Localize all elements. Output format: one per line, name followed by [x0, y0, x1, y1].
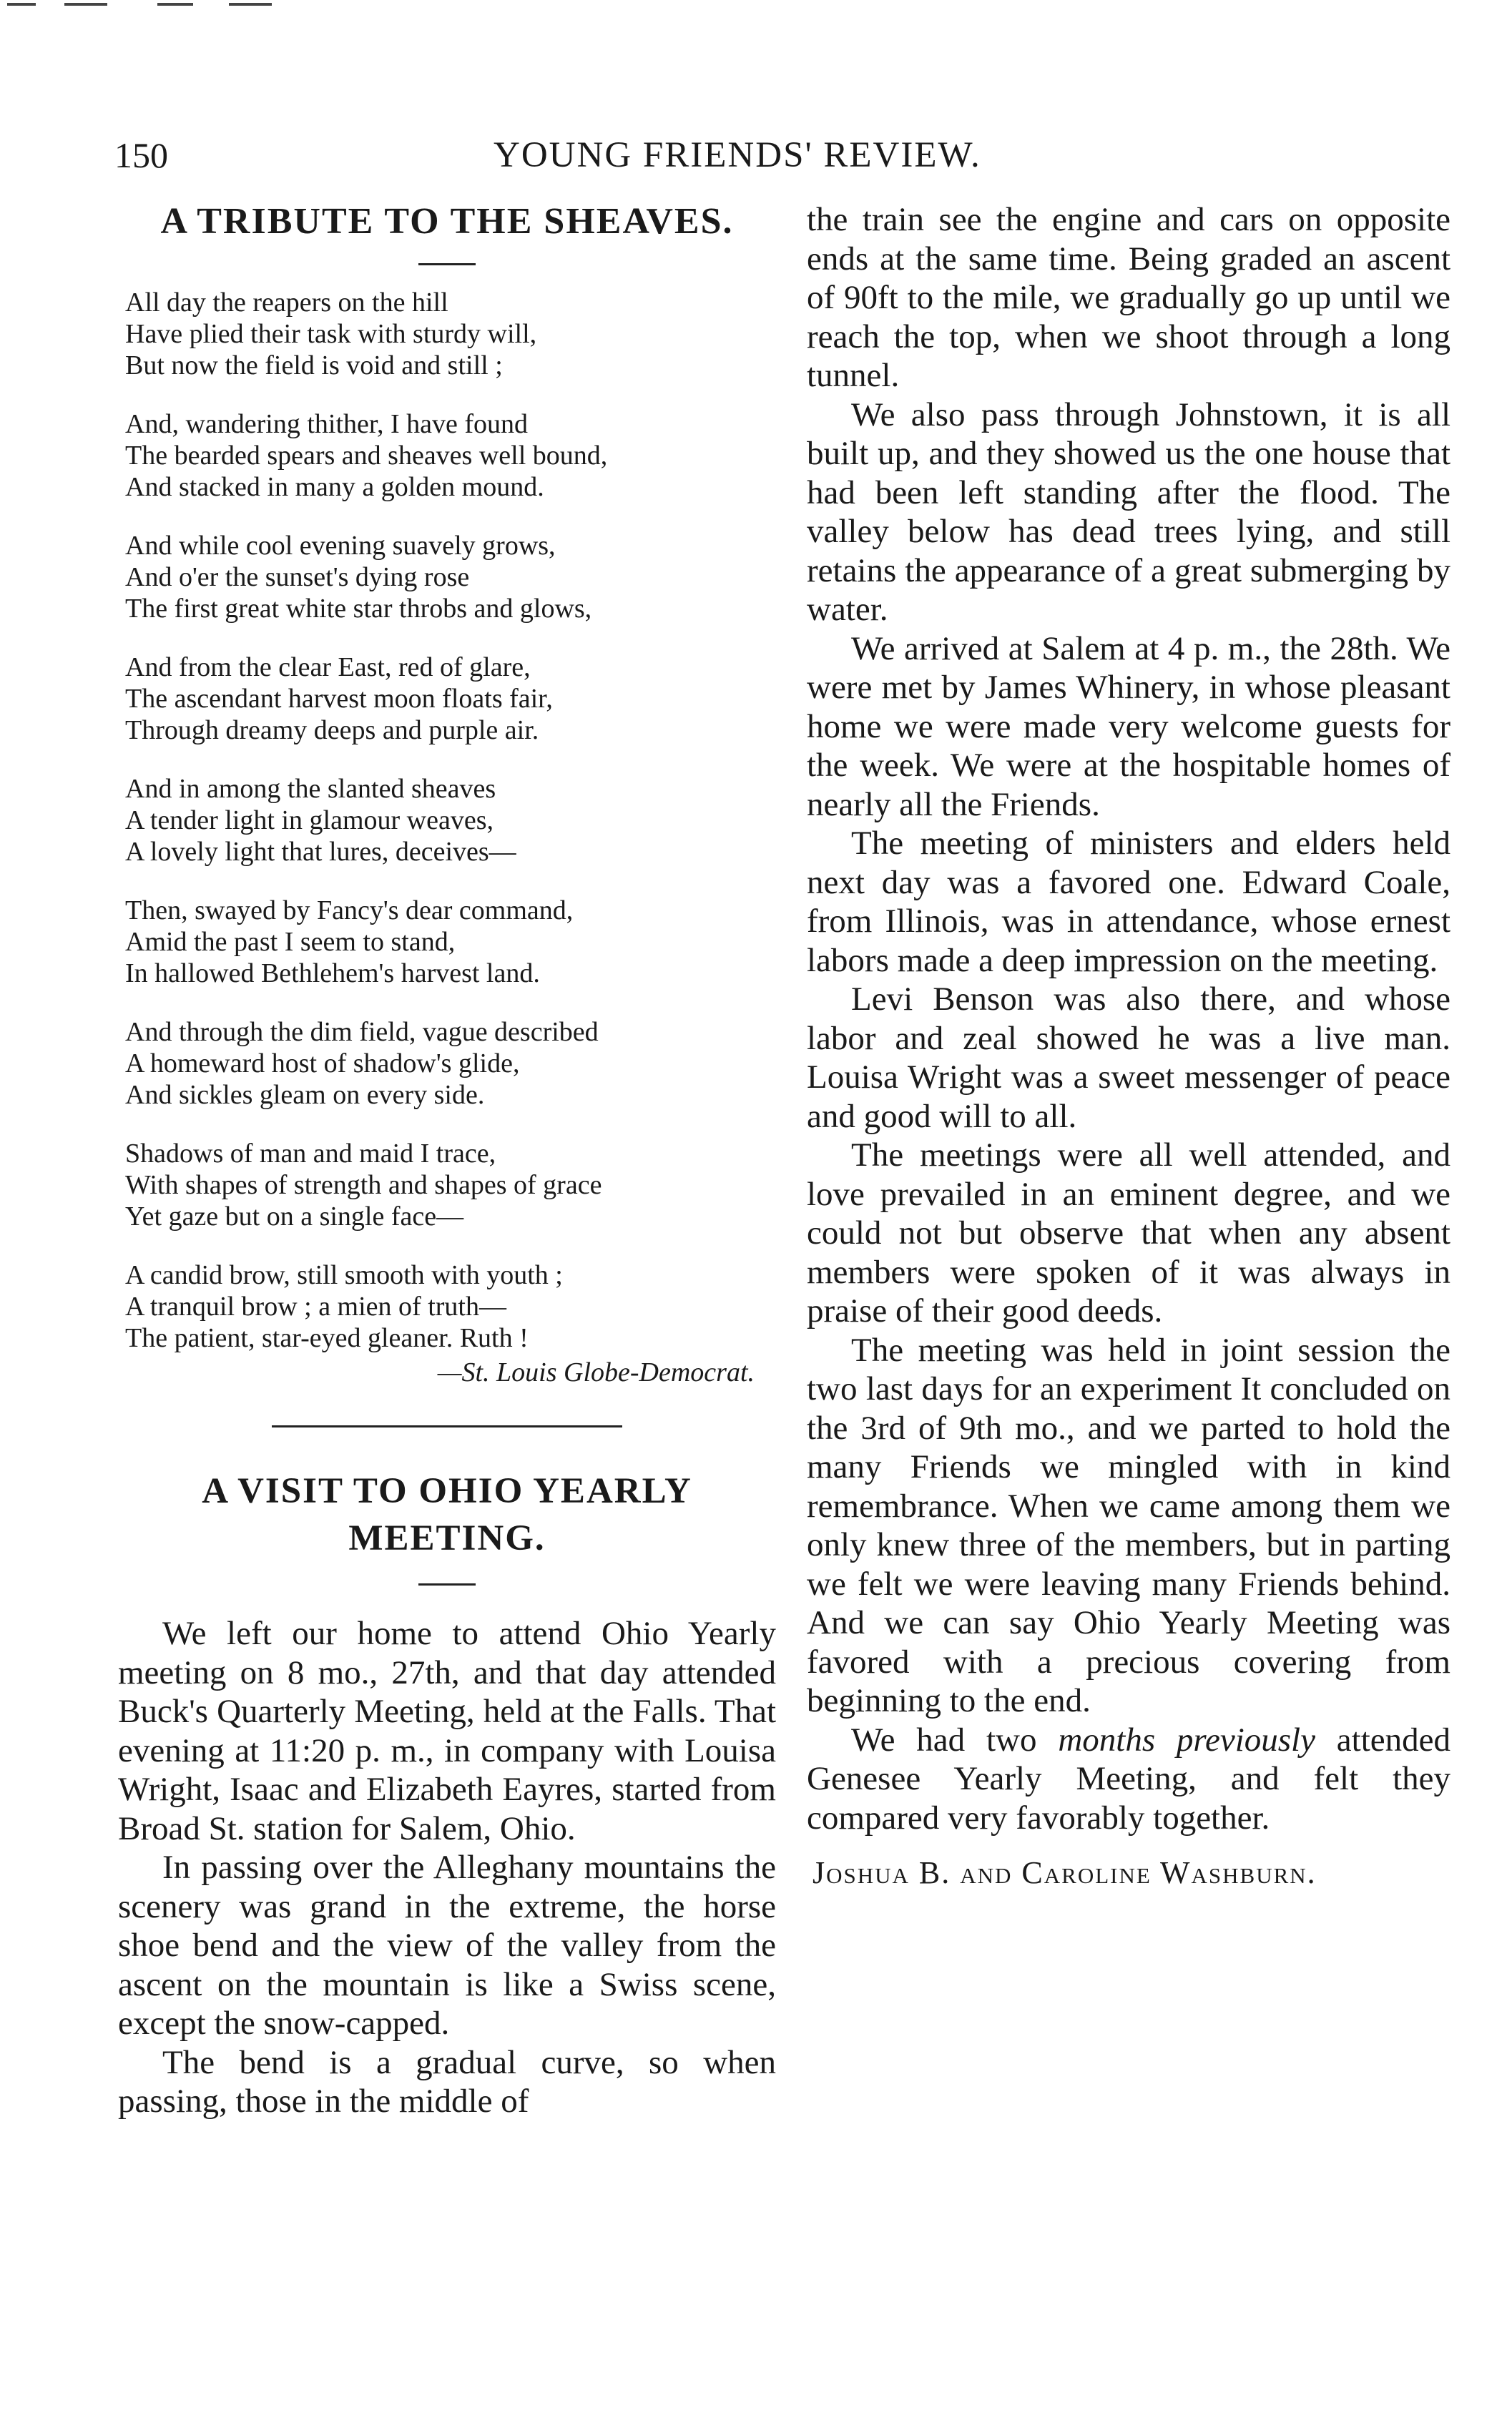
poem-line: And while cool evening suavely grows,	[125, 531, 556, 561]
article-paragraph: In passing over the Alleghany mountains the scenery was grand in the extreme, the horse shoe bend and the view of the valley from the ascent on the mountain is like a Swiss scene, except the snow-capped.	[118, 1849, 776, 2042]
poem-stanza	[125, 287, 776, 381]
title-rule	[418, 263, 476, 265]
poem-line: A candid brow, still smooth with youth ;	[125, 1260, 563, 1290]
poem-line: Have plied their task with sturdy will,	[125, 319, 537, 349]
poem-stanza	[125, 408, 776, 503]
last-paragraph-italic: months previously	[1058, 1721, 1315, 1759]
poem-stanza	[125, 530, 776, 624]
poem-line: And from the clear East, red of glare,	[125, 652, 531, 682]
last-paragraph-start: We had two	[851, 1721, 1059, 1759]
poem-stanza	[125, 1016, 776, 1111]
page-number: 150	[114, 135, 168, 175]
poem-line: And, wandering thither, I have found	[125, 409, 529, 439]
poem-line: All day the reapers on the hill	[125, 287, 448, 318]
poem-stanza	[125, 895, 776, 989]
article-paragraph: Levi Benson was also there, and whose labor and zeal showed he was a live man. Louisa Wright was a sweet messenger of peace and good will to all.	[807, 981, 1450, 1135]
poem-line: The patient, star-eyed gleaner. Ruth !	[125, 1323, 529, 1353]
article-title-rule	[418, 1583, 476, 1586]
article-paragraph-last	[807, 1721, 1450, 1838]
poem-stanza	[125, 1259, 776, 1354]
poem-line: And through the dim field, vague described	[125, 1017, 599, 1047]
poem-line: In hallowed Bethlehem's harvest land.	[125, 958, 540, 988]
poem-line: The ascendant harvest moon floats fair,	[125, 684, 553, 714]
poem-line: And o'er the sunset's dying rose	[125, 562, 470, 592]
right-column	[807, 200, 1450, 1891]
poem-line: Through dreamy deeps and purple air.	[125, 715, 539, 745]
last-paragraph-end: attended Genesee Yearly Meeting, and felt they compared very favorably together.	[807, 1721, 1450, 1837]
poem-line: With shapes of strength and shapes of grace	[125, 1170, 602, 1200]
article-paragraph: The meeting of ministers and elders held next day was a favored one. Edward Coale, from Illinois, was in attendance, whose ernest labors made a deep impression on the meeting.	[807, 825, 1450, 979]
article-title	[118, 1468, 776, 1562]
running-title: YOUNG FRIENDS' REVIEW.	[494, 135, 981, 175]
poem-line: A lovely light that lures, deceives—	[125, 837, 516, 867]
article-paragraph: The meeting was held in joint session the two last days for an experiment It concluded on the 3rd of 9th mo., and we parted to hold the many Friends we mingled with in kind remembrance. When we came among them we only knew three of the members, but in parting we felt we were leaving many Friends behind. And we can say Ohio Yearly Meeting was favored with a precious covering from beginning to the end.	[807, 1331, 1450, 1719]
poem-line: And sickles gleam on every side.	[125, 1080, 485, 1110]
poem-line: A tender light in glamour weaves,	[125, 805, 494, 835]
poem-attribution: —St. Louis Globe-Democrat.	[437, 1357, 755, 1387]
poem-line: And in among the slanted sheaves	[125, 774, 496, 804]
left-column	[118, 200, 776, 2121]
article-paragraph: The meetings were all well attended, and love prevailed in an eminent degree, and we could not but observe that when any absent members were spoken of it was always in praise of their good deeds.	[807, 1136, 1450, 1330]
poem-stanza	[125, 652, 776, 746]
poem-line: Then, swayed by Fancy's dear command,	[125, 895, 574, 925]
scan-edge-marks	[0, 0, 358, 14]
poem-stanza	[125, 1138, 776, 1232]
article-paragraph: We left our home to attend Ohio Yearly meeting on 8 mo., 27th, and that day attended Buck's Quarterly Meeting, held at the Falls. That evening at 11:20 p. m., in company with Louisa Wright, Isaac and Elizabeth Eayres, started from Broad St. station for Salem, Ohio.	[118, 1615, 776, 1847]
article-paragraph: We arrived at Salem at 4 p. m., the 28th. We were met by James Whinery, in whose pleasant home we were made very welcome guests for the week. We were at the hospitable homes of nearly all the Friends.	[807, 629, 1450, 823]
poem-line: But now the field is void and still ;	[125, 350, 503, 380]
poem-line: Shadows of man and maid I trace,	[125, 1139, 496, 1169]
poem-line: A tranquil brow ; a mien of truth—	[125, 1292, 506, 1322]
poem-line: A homeward host of shadow's glide,	[125, 1048, 520, 1078]
page-header	[114, 134, 1402, 192]
poem-title: A TRIBUTE TO THE SHEAVES.	[160, 201, 734, 242]
section-divider	[272, 1425, 622, 1427]
poem-stanzas	[118, 287, 776, 1354]
poem-stanza	[125, 773, 776, 868]
poem-line: The bearded spears and sheaves well bound,	[125, 441, 608, 471]
article-paragraph-continued: the train see the engine and cars on opposite ends at the same time. Being graded an ascent of 90ft to the mile, we gradually go up until we reach the top, when we shoot through a long tunnel.	[807, 201, 1450, 394]
poem-line: Amid the past I seem to stand,	[125, 927, 456, 957]
poem-line: The first great white star throbs and glows,	[125, 594, 592, 624]
article-paragraph: The bend is a gradual curve, so when passing, those in the middle of	[118, 2043, 776, 2120]
article-signature: Joshua B. and Caroline Washburn.	[813, 1855, 1317, 1890]
article-title-line2: MEETING.	[348, 1518, 546, 1558]
article-title-line1: A VISIT TO OHIO YEARLY	[202, 1471, 692, 1511]
poem-line: And stacked in many a golden mound.	[125, 472, 544, 502]
poem-line: Yet gaze but on a single face—	[125, 1201, 464, 1232]
article-paragraph: We also pass through Johnstown, it is all built up, and they showed us the one house that had been left standing after the flood. The valley below has dead trees lying, and still retains the appearance of a great submerging by water.	[807, 395, 1450, 628]
